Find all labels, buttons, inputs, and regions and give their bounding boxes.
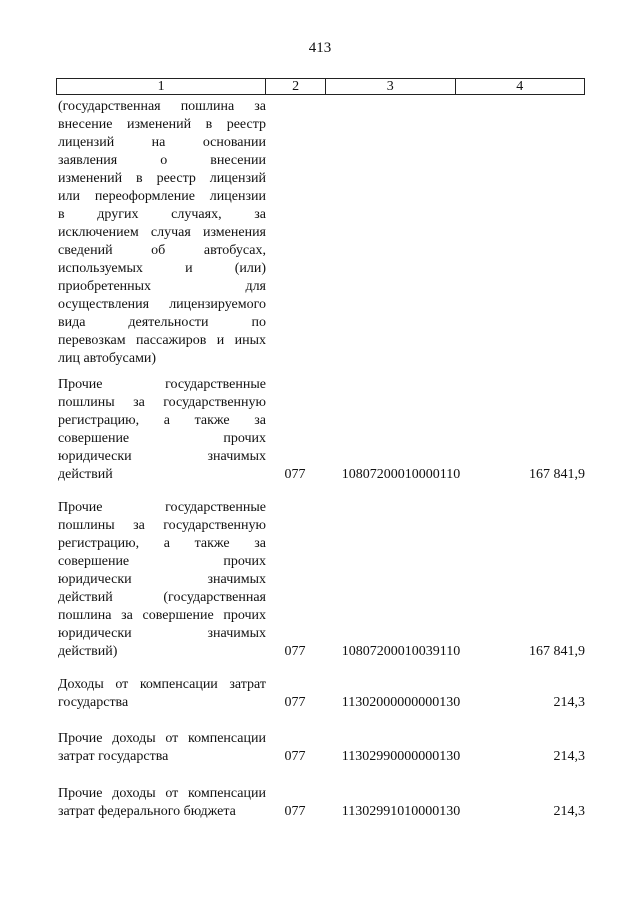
kbk-code: 10807200010000110 [341, 467, 461, 482]
description-line: сведений об автобусах, [58, 243, 266, 258]
page-number: 413 [308, 40, 332, 56]
table-row [56, 499, 585, 661]
description-line: действий (государственная [58, 590, 266, 605]
admin-code: 077 [284, 804, 306, 819]
amount-value: 167 841,9 [529, 644, 585, 659]
description-line: (государственная пошлина за [58, 99, 266, 114]
admin-code: 077 [284, 749, 306, 764]
description-line: совершение прочих [58, 431, 266, 446]
description-line: регистрацию, а также за [58, 413, 266, 428]
row-description [58, 676, 266, 712]
description-line: Прочие доходы от компенсации [58, 786, 266, 801]
description-line: лиц автобусами) [58, 351, 157, 366]
description-line: заявления о внесении [58, 153, 266, 168]
admin-code: 077 [284, 695, 306, 710]
admin-code: 077 [284, 644, 306, 659]
description-line: в других случаях, за [58, 207, 266, 222]
description-line: используемых и (или) [58, 261, 266, 276]
table-header-col-1: 1 [157, 79, 165, 94]
table-header-col-3: 3 [325, 79, 455, 94]
amount-value: 214,3 [553, 804, 585, 819]
description-line: исключением случая изменения [58, 225, 266, 240]
table-header-col-2: 2 [265, 79, 325, 94]
table-row [56, 785, 585, 821]
description-line: изменений в реестр лицензий [58, 171, 266, 186]
description-line: Доходы от компенсации затрат [58, 677, 266, 692]
description-line: лицензий на основании [58, 135, 266, 150]
description-line: Прочие государственные [58, 500, 266, 515]
description-line: приобретенных для [58, 279, 266, 294]
description-line: действий [58, 467, 113, 482]
description-line: пошлины за государственную [58, 395, 266, 410]
row-description [58, 499, 266, 661]
description-line: затрат федерального бюджета [58, 804, 236, 819]
table-row [56, 98, 585, 368]
amount-value: 167 841,9 [529, 467, 585, 482]
description-line: юридически значимых [58, 449, 266, 464]
description-line: юридически значимых [58, 572, 266, 587]
kbk-code: 11302991010000130 [341, 804, 461, 819]
description-line: осуществления лицензируемого [58, 297, 266, 312]
kbk-code: 11302000000000130 [341, 695, 461, 710]
table-row [56, 676, 585, 712]
table-row [56, 376, 585, 484]
table-header-row [56, 78, 585, 95]
description-line: Прочие доходы от компенсации [58, 731, 266, 746]
kbk-code: 11302990000000130 [341, 749, 461, 764]
row-description [58, 376, 266, 484]
kbk-code: 10807200010039110 [341, 644, 461, 659]
description-line: действий) [58, 644, 118, 659]
description-line: вида деятельности по [58, 315, 266, 330]
row-description [58, 785, 266, 821]
table-row [56, 730, 585, 766]
table-header-col-4: 4 [455, 79, 585, 94]
description-line: или переоформление лицензии [58, 189, 266, 204]
description-line: пошлины за государственную [58, 518, 266, 533]
description-line: юридически значимых [58, 626, 266, 641]
description-line: пошлина за совершение прочих [58, 608, 266, 623]
description-line: затрат государства [58, 749, 169, 764]
description-line: перевозкам пассажиров и иных [58, 333, 266, 348]
description-line: совершение прочих [58, 554, 266, 569]
amount-value: 214,3 [553, 749, 585, 764]
amount-value: 214,3 [553, 695, 585, 710]
description-line: государства [58, 695, 129, 710]
description-line: внесение изменений в реестр [58, 117, 266, 132]
row-description [58, 730, 266, 766]
row-description [58, 98, 266, 368]
admin-code: 077 [284, 467, 306, 482]
description-line: Прочие государственные [58, 377, 266, 392]
description-line: регистрацию, а также за [58, 536, 266, 551]
